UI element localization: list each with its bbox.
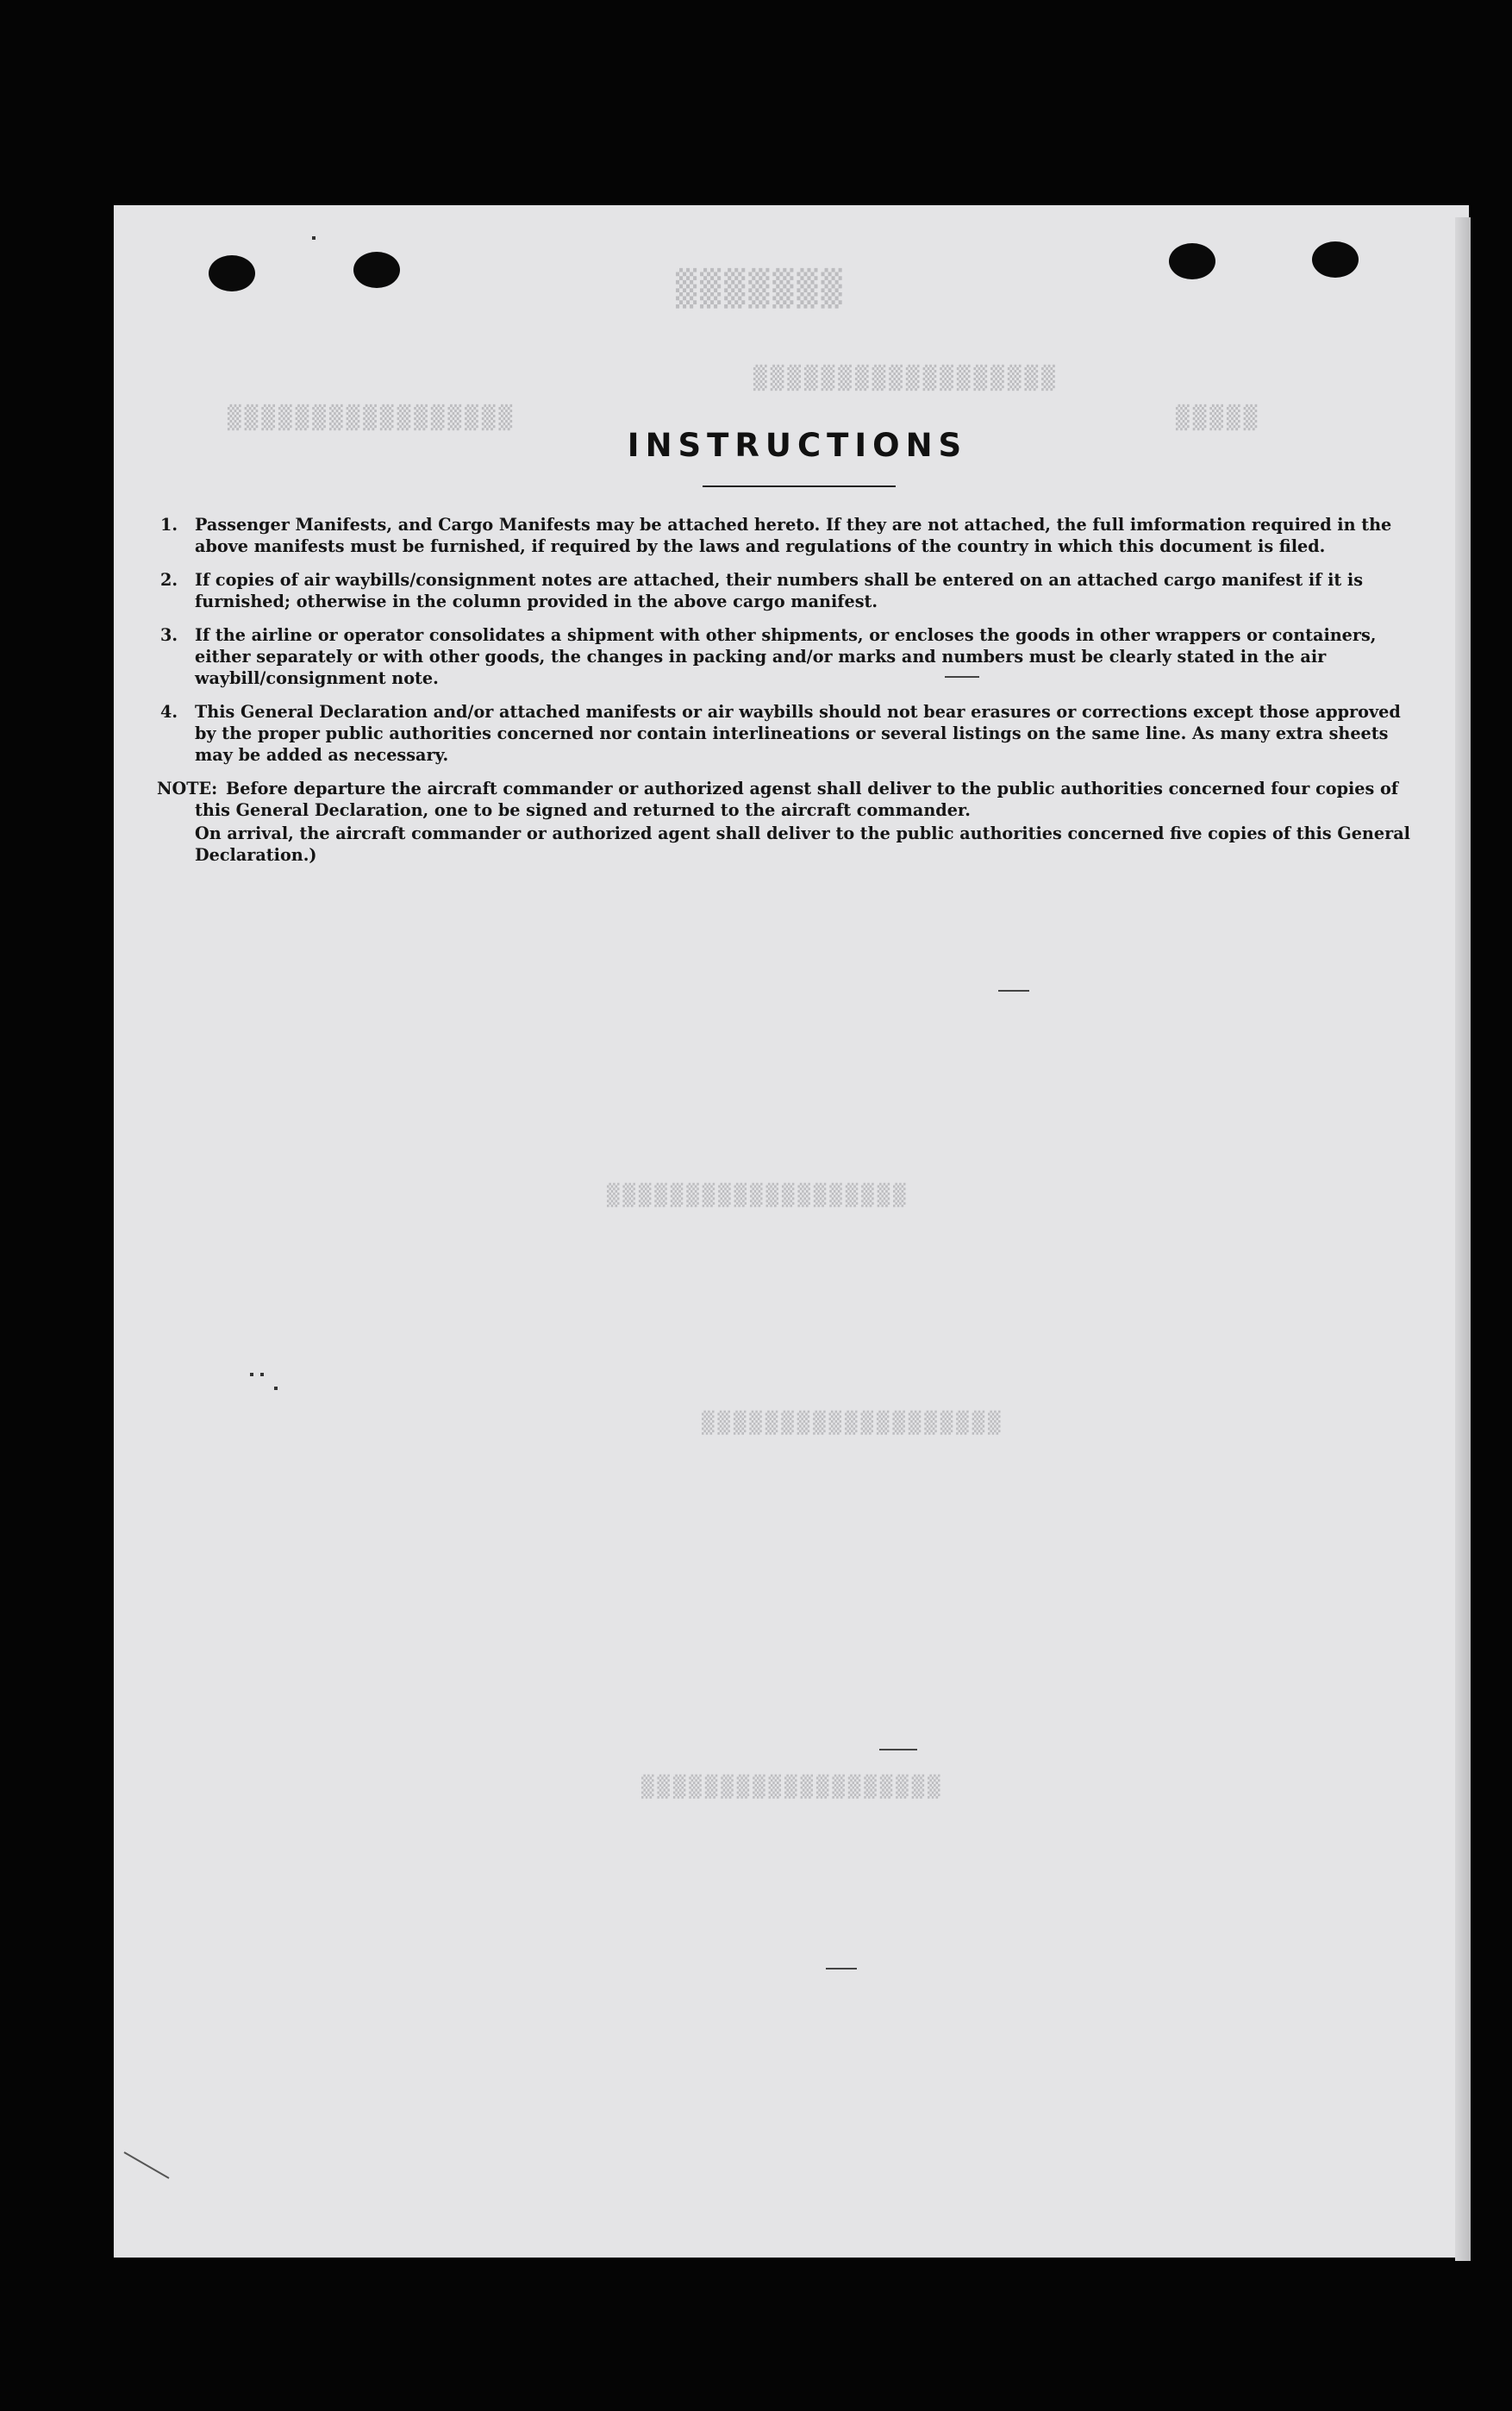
note-label: NOTE:	[157, 779, 218, 798]
page-title: INSTRUCTIONS	[627, 427, 968, 464]
stray-mark	[826, 1968, 857, 1970]
instruction-text: Passenger Manifests, and Cargo Manifests may be attached hereto. If they are not attached, the full imformation required in the above manifests must be furnished, if required by the laws and regulations of the country in which this document is filed.	[195, 515, 1392, 556]
punch-hole-right-inner	[1169, 243, 1215, 279]
note-block	[157, 778, 1426, 866]
instruction-item	[160, 624, 1426, 689]
bleed-through-text: ▒▒▒▒▒▒▒▒▒▒▒▒▒▒▒▒▒▒▒	[638, 1775, 940, 1799]
bleed-through-text: ▒▒▒▒▒	[1172, 405, 1258, 431]
page-edge	[1455, 217, 1471, 2261]
instruction-item	[160, 701, 1426, 766]
instruction-number: 1.	[160, 515, 178, 535]
stray-mark	[250, 1373, 253, 1376]
bleed-through-text: ▒▒▒▒▒▒▒▒▒▒▒▒▒▒▒▒▒▒▒	[603, 1183, 906, 1207]
bleed-through-text: ▒▒▒▒▒▒▒▒▒▒▒▒▒▒▒▒▒▒▒	[698, 1411, 1001, 1435]
title-underline	[703, 485, 896, 487]
note-departure-text: Before departure the aircraft commander or authorized agenst shall deliver to the public authorities concerned four copies of this General Declaration, one to be signed and returned to the aircraft commander.	[195, 779, 1399, 820]
bleed-through-text: ▒▒▒▒▒▒▒▒▒▒▒▒▒▒▒▒▒	[224, 405, 513, 431]
note-arrival-text: On arrival, the aircraft commander or authorized agent shall deliver to the public authorities concerned five copies of this General Declaration.)	[195, 823, 1410, 865]
stray-mark	[879, 1749, 917, 1750]
instruction-text: If copies of air waybills/consignment notes are attached, their numbers shall be entered on an attached cargo manifest if it is furnished; otherwise in the column provided in the above cargo manifest.	[195, 570, 1364, 611]
stray-mark	[312, 236, 316, 240]
bleed-through-text: ▒▒▒▒▒▒▒▒▒▒▒▒▒▒▒▒▒▒	[750, 366, 1055, 391]
instruction-text: If the airline or operator consolidates a shipment with other shipments, or encloses the goods in other wrappers or containers, either separately or with other goods, the changes in packing and/or marks and numbers must be clearly stated in the air waybill/consignment note.	[195, 625, 1377, 688]
stray-mark	[260, 1373, 264, 1376]
stray-mark	[945, 676, 979, 678]
stray-mark	[274, 1387, 278, 1390]
instruction-number: 3.	[160, 625, 178, 645]
instruction-number: 4.	[160, 702, 178, 722]
punch-hole-left-outer	[209, 255, 255, 291]
document-page	[114, 205, 1469, 2258]
instructions-list	[157, 514, 1426, 867]
punch-hole-right-outer	[1312, 241, 1359, 278]
instruction-item	[160, 569, 1426, 612]
instruction-number: 2.	[160, 570, 178, 590]
instruction-text: This General Declaration and/or attached manifests or air waybills should not bear erasures or corrections except those approved by the proper public authorities concerned nor contain interlineations or several listings on the same line. As many extra sheets may be added as necessary.	[195, 702, 1401, 765]
bleed-through-text: ▒▒▒▒▒▒▒	[672, 269, 842, 309]
punch-hole-left-inner	[353, 252, 400, 288]
stray-mark	[998, 990, 1029, 992]
instruction-item	[160, 514, 1426, 557]
